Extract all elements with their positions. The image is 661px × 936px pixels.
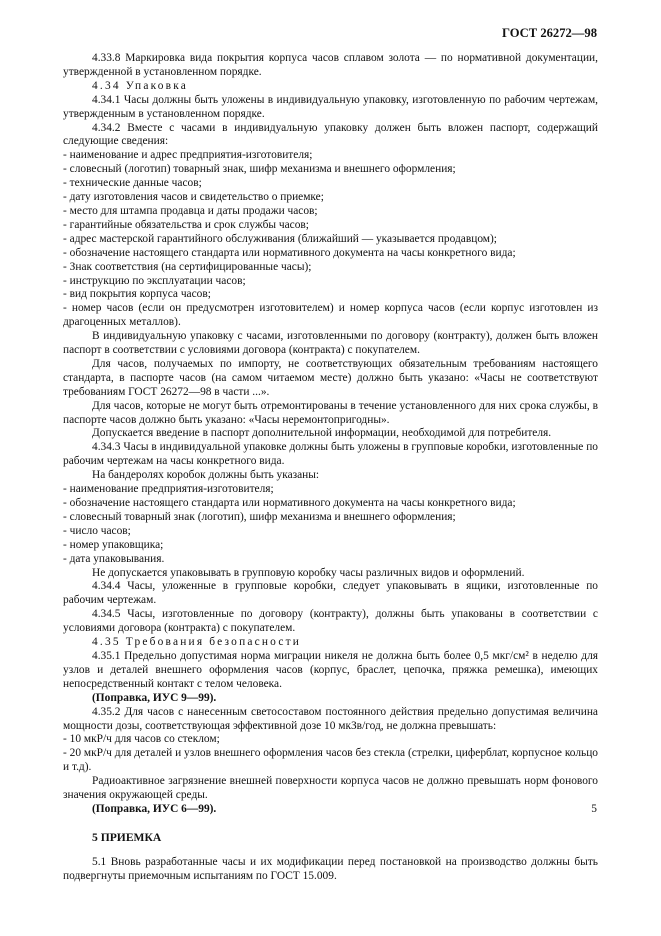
- list-item: - технические данные часов;: [63, 177, 202, 190]
- paragraph-non-repairable: Для часов, которые не могут быть отремонтированы в течение установленного для них срока службы, в паспорте часов должно быть указано: «Часы неремонтопригодны».: [63, 399, 598, 426]
- amendment-note: (Поправка, ИУС 9—99).: [92, 691, 217, 704]
- list-item: - номер часов (если он предусмотрен изготовителем) и номер корпуса часов (если корпус изготовлен из драгоценных металлов).: [63, 302, 598, 329]
- document-body: [63, 52, 598, 884]
- section-heading-acceptance: 5 ПРИЕМКА: [92, 830, 162, 844]
- paragraph-4-34-4: 4.34.4 Часы, уложенные в групповые коробки, следует упаковывать в ящики, изготовленные по рабочим чертежам.: [63, 580, 598, 607]
- paragraph-contamination: Радиоактивное загрязнение внешней поверхности корпуса часов не должно превышать норм фонового значения окружающей среды.: [63, 775, 598, 802]
- list-item: - 20 мкР/ч для деталей и узлов внешнего оформления часов без стекла (стрелки, циферблат, корпусное кольцо и т.д).: [63, 747, 598, 774]
- paragraph-4-34-2: 4.34.2 Вместе с часами в индивидуальную упаковку должен быть вложен паспорт, содержащий следующие сведения:: [63, 121, 598, 148]
- list-item: - вид покрытия корпуса часов;: [63, 288, 211, 301]
- paragraph-mixing-forbidden: Не допускается упаковывать в групповую коробку часы различных видов и оформлений.: [92, 566, 525, 579]
- paragraph-4-34-1: 4.34.1 Часы должны быть уложены в индивидуальную упаковку, изготовленную по рабочим чертежам, утвержденным в установленном порядке.: [63, 93, 598, 120]
- paragraph-contract-passport: В индивидуальную упаковку с часами, изготовленными по договору (контракту), должен быть вложен паспорт в соответствии с условиями договора (контракта) с покупателем.: [63, 330, 598, 357]
- list-item: - место для штампа продавца и даты продажи часов;: [63, 204, 318, 217]
- list-item: - инструкцию по эксплуатации часов;: [63, 274, 246, 287]
- list-item: - Знак соответствия (на сертифицированные часы);: [63, 260, 312, 273]
- paragraph-import: Для часов, получаемых по импорту, не соответствующих обязательным требованиям настоящего стандарта, в паспорте часов (на самом читаемом месте) должно быть указано: «Часы не соответствуют требованиям ГОСТ 26272—98 в части ...».: [63, 357, 598, 398]
- paragraph-4-35-1: 4.35.1 Предельно допустимая норма миграции никеля не должна быть более 0,5 мкг/см² в неделю для узлов и деталей внешнего оформления часов (корпус, браслет, цепочка, пряжка ремешка), имеющих непосредственный контакт с телом человека.: [63, 649, 598, 690]
- list-item: - гарантийные обязательства и срок службы часов;: [63, 218, 309, 231]
- list-item: - обозначение настоящего стандарта или нормативного документа на часы конкретного вида;: [63, 497, 516, 509]
- page-number: 5: [591, 803, 597, 815]
- list-item: - дата упаковывания.: [63, 552, 165, 565]
- list-item: - число часов;: [63, 524, 131, 537]
- list-item: - номер упаковщика;: [63, 538, 164, 551]
- list-item: - наименование и адрес предприятия-изготовителя;: [63, 149, 313, 162]
- list-item: - наименование предприятия-изготовителя;: [63, 483, 274, 496]
- list-item: - словесный товарный знак (логотип), шифр механизма и внешнего оформления;: [63, 510, 456, 523]
- paragraph-4-34-3: 4.34.3 Часы в индивидуальной упаковке должны быть уложены в групповые коробки, изготовленные по рабочим чертежам на часы конкретного вида.: [63, 441, 598, 468]
- list-item: - словесный (логотип) товарный знак, шифр механизма и внешнего оформления;: [63, 163, 456, 176]
- list-item: - 10 мкР/ч для часов со стеклом;: [63, 733, 220, 746]
- standard-header: ГОСТ 26272—98: [502, 26, 597, 40]
- paragraph-4-35-2: 4.35.2 Для часов с нанесенным светосоставом постоянного действия предельно допустимая величина мощности дозы, соответствующая эффективной дозе 10 мкЗв/год, не должна превышать:: [63, 705, 598, 732]
- heading-safety: 4.35 Требования безопасности: [92, 636, 302, 649]
- list-item: - обозначение настоящего стандарта или нормативного документа на часы конкретного вида;: [63, 246, 516, 259]
- paragraph-additional-info: Допускается введение в паспорт дополнительной информации, необходимой для потребителя.: [92, 427, 552, 440]
- paragraph-banderole: На бандеролях коробок должны быть указаны:: [92, 469, 320, 482]
- amendment-note: (Поправка, ИУС 6—99).: [92, 802, 217, 815]
- heading-packaging: 4.34 Упаковка: [92, 79, 189, 92]
- paragraph-4-34-5: 4.34.5 Часы, изготовленные по договору (контракту), должны быть упакованы в соответствии с условиями договора (контракта) с покупателем.: [63, 608, 598, 635]
- list-item: - дату изготовления часов и свидетельство о приемке;: [63, 191, 324, 204]
- paragraph-5-1: 5.1 Вновь разработанные часы и их модификации перед постановкой на производство должны быть подвергнуты приемочным испытаниям по ГОСТ 15.009.: [63, 855, 598, 882]
- list-item: - адрес мастерской гарантийного обслуживания (ближайший — указывается продавцом);: [63, 232, 497, 245]
- paragraph-4-33-8: 4.33.8 Маркировка вида покрытия корпуса часов сплавом золота — по нормативной документации, утвержденной в установленном порядке.: [63, 52, 598, 78]
